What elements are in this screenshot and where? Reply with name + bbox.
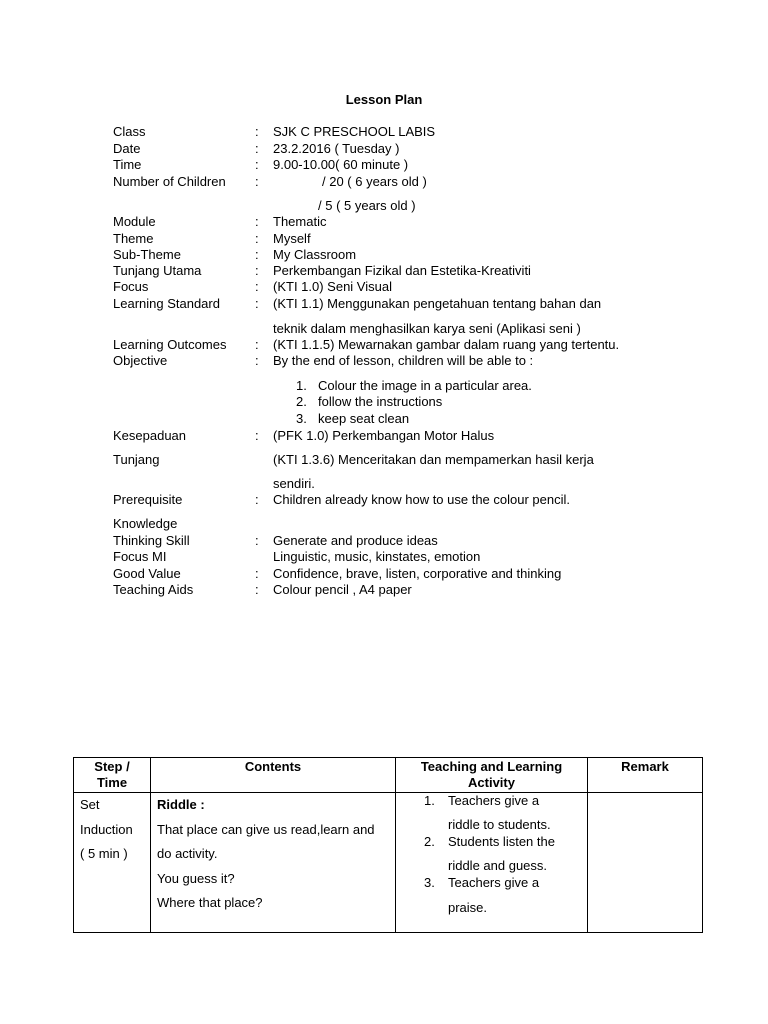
info-value: (KTI 1.1) Menggunakan pengetahuan tentang bahan dan (273, 296, 602, 311)
objective-text: Colour the image in a particular area. (318, 378, 532, 393)
objective-text: follow the instructions (318, 394, 443, 409)
colon: : (255, 231, 259, 246)
info-row-children-2 (0, 198, 768, 214)
activity-number: 1. (424, 793, 435, 808)
objective-item (0, 411, 768, 427)
table-row (74, 793, 703, 933)
cell-text: That place can give us read,learn and (157, 821, 375, 837)
info-value: SJK C PRESCHOOL LABIS (273, 124, 436, 139)
colon: : (255, 353, 259, 368)
objective-item (0, 394, 768, 410)
lesson-activity-table (73, 757, 703, 933)
info-value: Myself (273, 231, 311, 246)
cell-text: You guess it? (157, 870, 235, 886)
info-value: (KTI 1.3.6) Menceritakan dan mempamerkan hasil kerja (273, 452, 594, 467)
info-value: My Classroom (273, 247, 357, 262)
info-row-thinking-skill (0, 533, 768, 549)
info-row-objective (0, 353, 768, 369)
colon: : (255, 247, 259, 262)
cell-text: do activity. (157, 846, 218, 861)
colon: : (255, 492, 259, 507)
header-remark (588, 758, 703, 793)
colon: : (255, 214, 259, 229)
contents-cell (151, 793, 396, 933)
info-label: Number of Children (113, 174, 226, 189)
info-row-learning-standard (0, 296, 768, 312)
colon: : (255, 279, 259, 294)
colon: : (255, 157, 259, 172)
info-value: Linguistic, music, kinstates, emotion (273, 549, 481, 564)
objective-number: 3. (296, 411, 307, 426)
activity-text: riddle and guess. (448, 858, 548, 873)
objective-number: 1. (296, 378, 307, 393)
info-label: Objective (113, 353, 168, 368)
info-value: Colour pencil , A4 paper (273, 582, 412, 597)
info-label: Kesepaduan (113, 428, 187, 443)
activity-number: 2. (424, 834, 435, 849)
header-text: Activity (468, 775, 515, 790)
info-label: Knowledge (113, 516, 178, 531)
info-row-subtheme (0, 247, 768, 263)
activity-text: riddle to students. (448, 817, 551, 832)
info-row-class (0, 124, 768, 140)
info-label: Focus (113, 279, 149, 294)
cell-text: Where that place? (157, 895, 263, 910)
activity-text: Students listen the (448, 834, 555, 849)
header-step-time (74, 758, 151, 793)
info-label: Tunjang (113, 452, 160, 467)
info-row-theme (0, 231, 768, 247)
info-value: (KTI 1.1.5) Mewarnakan gambar dalam ruang yang tertentu. (273, 337, 620, 352)
cell-text: Induction (80, 821, 133, 837)
info-label: Sub-Theme (113, 247, 181, 262)
page-title: Lesson Plan (345, 92, 423, 107)
info-value: By the end of lesson, children will be able to : (273, 353, 534, 368)
colon: : (255, 428, 259, 443)
info-row-time (0, 157, 768, 173)
info-value: 23.2.2016 ( Tuesday ) (273, 141, 400, 156)
info-label: Tunjang Utama (113, 263, 202, 278)
info-value: / 20 ( 6 years old ) (322, 174, 427, 189)
info-row-teaching-aids (0, 582, 768, 598)
info-label: Time (113, 157, 142, 172)
info-label: Thinking Skill (113, 533, 190, 548)
colon: : (255, 174, 259, 189)
info-value: Thematic (273, 214, 327, 229)
info-row-learning-outcomes (0, 337, 768, 353)
info-row-learning-standard-2 (0, 321, 768, 337)
header-contents (151, 758, 396, 793)
table-header-row (74, 758, 703, 793)
header-text: Teaching and Learning (420, 759, 563, 774)
info-row-tunjang-2 (0, 476, 768, 492)
info-label: Theme (113, 231, 154, 246)
info-value: Generate and produce ideas (273, 533, 438, 548)
info-value: / 5 ( 5 years old ) (318, 198, 416, 213)
info-row-tunjang-utama (0, 263, 768, 279)
info-row-date (0, 141, 768, 157)
remark-cell (588, 793, 703, 933)
info-row-module (0, 214, 768, 230)
info-value: Perkembangan Fizikal dan Estetika-Kreativiti (273, 263, 531, 278)
info-row-kesepaduan (0, 428, 768, 444)
colon: : (255, 566, 259, 581)
info-value: Children already know how to use the colour pencil. (273, 492, 571, 507)
info-row-good-value (0, 566, 768, 582)
header-text: Step / (94, 759, 130, 774)
colon: : (255, 533, 259, 548)
colon: : (255, 296, 259, 311)
activity-text: Teachers give a (448, 793, 540, 808)
colon: : (255, 141, 259, 156)
info-label: Date (113, 141, 141, 156)
info-value: Confidence, brave, listen, corporative and thinking (273, 566, 562, 581)
colon: : (255, 337, 259, 352)
header-text: Remark (621, 759, 669, 774)
activity-text: praise. (448, 900, 488, 915)
info-label: Module (113, 214, 156, 229)
info-label: Good Value (113, 566, 181, 581)
info-row-tunjang (0, 452, 768, 468)
info-row-focus-mi (0, 549, 768, 565)
info-label: Prerequisite (113, 492, 183, 507)
info-row-prerequisite-2 (0, 516, 768, 532)
step-time-cell (74, 793, 151, 933)
info-row-prerequisite (0, 492, 768, 508)
info-row-focus (0, 279, 768, 295)
info-value: (PFK 1.0) Perkembangan Motor Halus (273, 428, 495, 443)
info-value: (KTI 1.0) Seni Visual (273, 279, 392, 294)
header-text: Time (96, 775, 128, 790)
info-value: teknik dalam menghasilkan karya seni (Aplikasi seni ) (273, 321, 581, 336)
header-activity (396, 758, 588, 793)
cell-text: ( 5 min ) (80, 846, 128, 861)
info-label: Focus MI (113, 549, 167, 564)
colon: : (255, 582, 259, 597)
header-text: Contents (244, 759, 302, 774)
activity-text: Teachers give a (448, 875, 540, 890)
info-label: Learning Standard (113, 296, 220, 311)
info-row-children (0, 174, 768, 190)
colon: : (255, 124, 259, 139)
cell-text: Set (80, 797, 100, 812)
objective-number: 2. (296, 394, 307, 409)
info-label: Class (113, 124, 146, 139)
activity-number: 3. (424, 875, 435, 890)
contents-heading: Riddle : (157, 797, 205, 812)
info-value: 9.00-10.00( 60 minute ) (273, 157, 409, 172)
info-label: Teaching Aids (113, 582, 194, 597)
objective-item (0, 378, 768, 394)
info-value: sendiri. (273, 476, 315, 491)
colon: : (255, 263, 259, 278)
objective-text: keep seat clean (318, 411, 410, 426)
info-label: Learning Outcomes (113, 337, 227, 352)
activity-cell (396, 793, 588, 933)
